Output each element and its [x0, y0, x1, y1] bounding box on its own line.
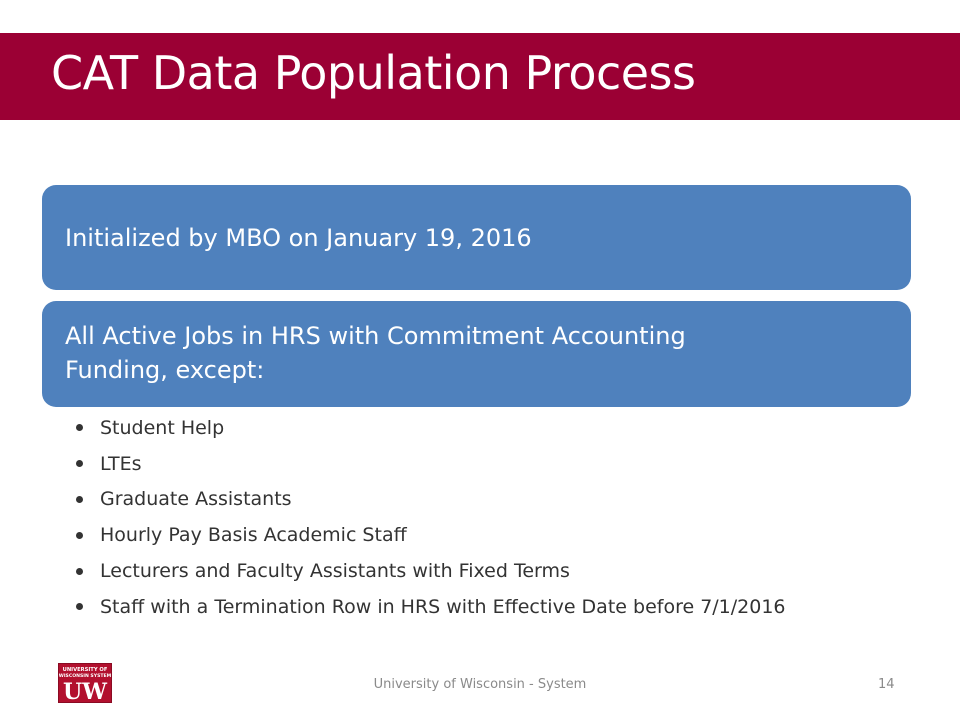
list-item: [76, 553, 786, 589]
page-number: 14: [878, 677, 895, 692]
logo-top-text: UNIVERSITY OF: [62, 667, 108, 673]
bullet-icon: [76, 496, 83, 503]
uw-logo: [58, 663, 112, 703]
bullet-icon: [76, 568, 83, 575]
active-jobs-line-1: All Active Jobs in HRS with Commitment Accounting: [65, 322, 686, 350]
bullet-icon: [76, 424, 83, 431]
bullet-icon: [76, 460, 83, 467]
logo-letters: UW: [63, 679, 107, 702]
list-item-text: Student Help: [100, 416, 225, 439]
list-item: [76, 517, 786, 553]
list-item-text: Lecturers and Faculty Assistants with Fixed Terms: [100, 560, 570, 583]
list-item-text: Staff with a Termination Row in HRS with Effective Date before 7/1/2016: [100, 595, 786, 618]
list-item: [76, 446, 786, 482]
initialized-text: Initialized by MBO on January 19, 2016: [65, 223, 532, 252]
exception-list: [76, 410, 786, 625]
slide-title: CAT Data Population Process: [51, 46, 696, 100]
initialized-box: [42, 185, 911, 290]
list-item: [76, 410, 786, 446]
active-jobs-line-2: Funding, except:: [65, 356, 265, 384]
active-jobs-box: [42, 301, 911, 407]
bullet-icon: [76, 532, 83, 539]
logo-mid-text: WISCONSIN SYSTEM: [59, 674, 111, 679]
bullet-icon: [76, 603, 83, 610]
list-item-text: Graduate Assistants: [100, 488, 292, 511]
footer-org: University of Wisconsin - System: [373, 677, 587, 692]
list-item: [76, 482, 786, 518]
list-item-text: Hourly Pay Basis Academic Staff: [100, 524, 407, 547]
list-item: [76, 589, 786, 625]
list-item-text: LTEs: [100, 452, 142, 475]
